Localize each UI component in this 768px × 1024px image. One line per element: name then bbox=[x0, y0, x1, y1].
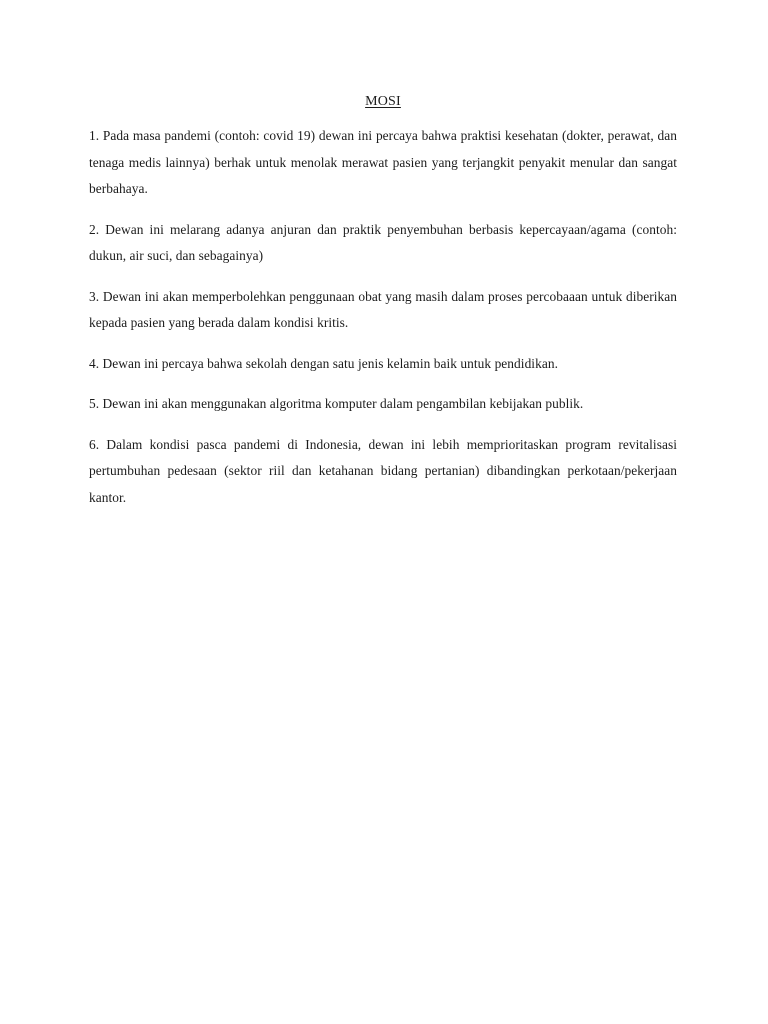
document-title: MOSI bbox=[365, 94, 401, 109]
motion-item-6: 6. Dalam kondisi pasca pandemi di Indonesia, dewan ini lebih memprioritaskan program revitalisasi pertumbuhan pedesaan (sektor riil dan ketahanan bidang pertanian) dibandingkan perkotaan/pekerjaan kantor. bbox=[89, 436, 677, 505]
motion-item-3: 3. Dewan ini akan memperbolehkan penggunaan obat yang masih dalam proses percobaaan untuk diberikan kepada pasien yang berada dalam kondisi kritis. bbox=[89, 288, 677, 330]
motion-item-5: 5. Dewan ini akan menggunakan algoritma komputer dalam pengambilan kebijakan publik. bbox=[89, 396, 584, 411]
motion-item-4: 4. Dewan ini percaya bahwa sekolah dengan satu jenis kelamin baik untuk pendidikan. bbox=[89, 355, 558, 371]
document-page bbox=[89, 92, 677, 525]
motion-item-1: 1. Pada masa pandemi (contoh: covid 19) dewan ini percaya bahwa praktisi kesehatan (dokter, perawat, dan tenaga medis lainnya) berhak untuk menolak merawat pasien yang terjangkit penyakit menular dan sangat berbahaya. bbox=[89, 128, 677, 196]
motion-item-2: 2. Dewan ini melarang adanya anjuran dan praktik penyembuhan berbasis kepercayaan/agama (contoh: dukun, air suci, dan sebagainya) bbox=[89, 221, 677, 263]
